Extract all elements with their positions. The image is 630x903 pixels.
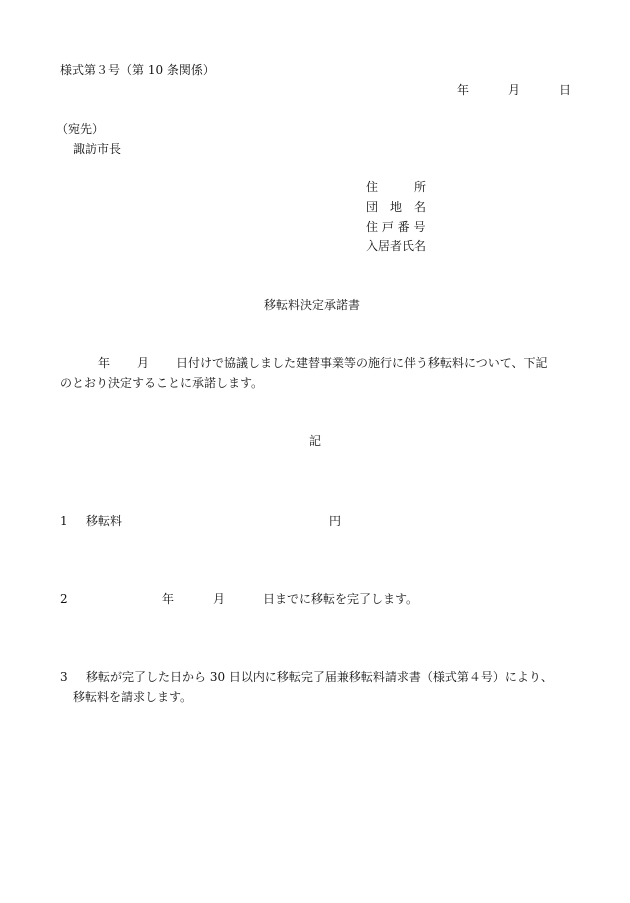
address-label: 住 所 [366,180,427,194]
resident-name-label: 入居者氏名 [366,239,427,253]
form-number: 様式第３号（第 10 条関係） [60,63,215,77]
item-3-number: 3 [60,670,68,684]
item-1-label: 移転料 [86,514,123,528]
body-line-2: のとおり決定することに承諾します。 [60,376,264,390]
body-month-label: 月 [137,356,150,370]
item-2-year-label: 年 [162,592,175,606]
date-day-label: 日 [559,83,572,97]
date-month-label: 月 [508,83,521,97]
body-year-label: 年 [98,356,111,370]
item-2-text: 日までに移転を完了します。 [263,592,419,606]
unit-number-label: 住 戸 番 号 [366,220,426,234]
item-3-line-2: 移転料を請求します。 [73,690,193,704]
date-year-label: 年 [457,83,470,97]
ki-heading: 記 [309,434,322,448]
item-3-line-1: 移転が完了した日から 30 日以内に移転完了届兼移転料請求書（様式第４号）により、 [86,670,553,684]
item-2-month-label: 月 [213,592,226,606]
item-1-unit: 円 [329,514,342,528]
document-title: 移転料決定承諾書 [264,298,361,312]
estate-name-label: 団 地 名 [366,200,427,214]
body-line-1: 日付けで協議しました建替事業等の施行に伴う移転料について、下記 [176,356,548,370]
addressee-label: （宛先） [56,122,105,136]
item-2-number: 2 [60,592,68,606]
addressee-name: 諏訪市長 [73,142,122,156]
item-1-number: 1 [60,514,68,528]
